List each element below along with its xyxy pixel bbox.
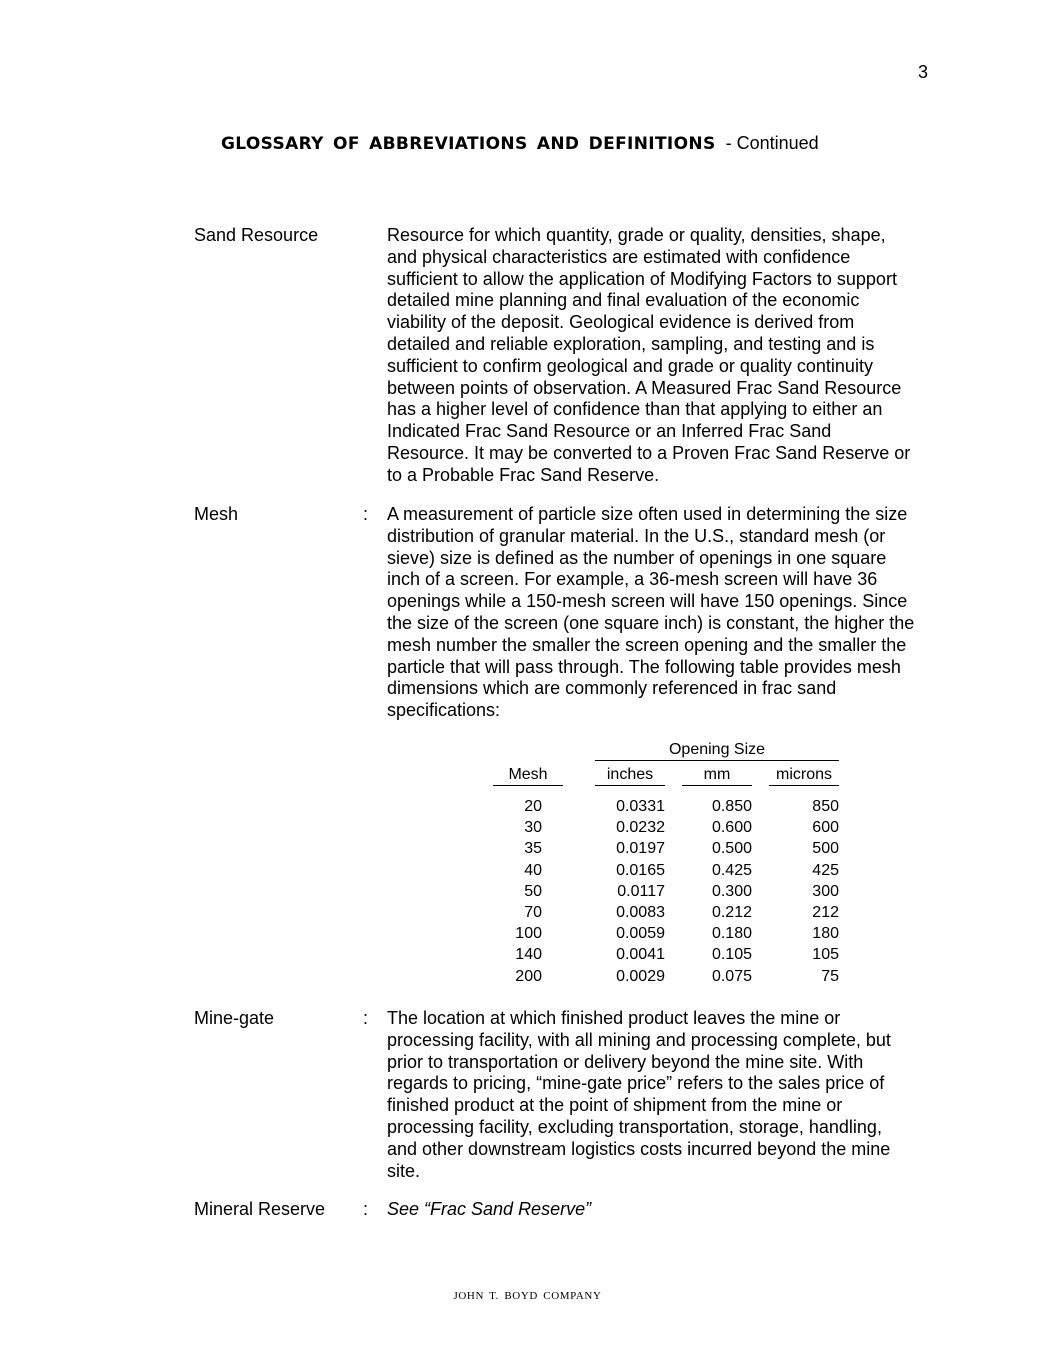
glossary-definition: [387, 504, 953, 722]
definition-line: the size of the screen (one square inch) is constant, the higher the: [387, 612, 915, 633]
table-row: [490, 946, 850, 967]
definition-line: dimensions which are commonly referenced in frac sand: [387, 678, 837, 699]
cell-mesh: 40: [524, 861, 542, 879]
column-rule-inches: [595, 785, 665, 786]
cell-mesh: 30: [524, 819, 542, 837]
column-header-inches: inches: [606, 766, 654, 783]
column-header-mesh: Mesh: [508, 766, 548, 783]
cell-mesh: 70: [524, 904, 542, 921]
cell-inches: 0.0117: [617, 882, 665, 900]
glossary-term: Sand Resource: [194, 225, 319, 245]
footer-company-name: JOHN T. BOYD COMPANY: [453, 1290, 602, 1302]
definition-line: sufficient to allow the application of Modifying Factors to support: [387, 268, 897, 289]
definition-line: to a Probable Frac Sand Reserve.: [387, 464, 660, 485]
definition-line: viability of the deposit. Geological evidence is derived from: [387, 312, 855, 333]
page-title: [221, 133, 819, 154]
definition-line: processing facility, with all mining and processing complete, but: [387, 1029, 891, 1050]
cell-mm: 0.212: [711, 904, 752, 921]
table-row: [490, 968, 850, 989]
cell-microns: 105: [812, 946, 839, 964]
glossary-term: Mineral Reserve: [194, 1199, 326, 1219]
cell-microns: 600: [812, 819, 839, 837]
definition-line: distribution of granular material. In the U.S., standard mesh (or: [387, 525, 886, 546]
cell-mm: 0.425: [711, 861, 752, 879]
table-row: [490, 904, 850, 925]
cell-mm: 0.105: [711, 946, 752, 964]
definition-line: mesh number the smaller the screen opening and the smaller the: [387, 634, 907, 655]
definition-line: A measurement of particle size often used in determining the size: [387, 504, 908, 524]
page-title-main: GLOSSARY OF ABBREVIATIONS AND DEFINITIONS: [221, 134, 716, 154]
opening-size-header: Opening Size: [668, 741, 766, 758]
glossary-entry-mesh: [194, 504, 954, 724]
cell-microns: 850: [812, 798, 839, 815]
definition-line: regards to pricing, “mine-gate price” refers to the sales price of: [387, 1073, 885, 1094]
cell-inches: 0.0331: [616, 798, 665, 815]
cell-mm: 0.500: [711, 840, 752, 858]
cell-microns: 300: [812, 882, 839, 900]
definition-line: detailed mine planning and final evaluation of the economic: [387, 290, 860, 311]
cell-microns: 212: [812, 904, 839, 921]
cell-mesh: 35: [524, 840, 542, 858]
cell-mm: 0.850: [711, 798, 752, 815]
cell-inches: 0.0041: [616, 946, 665, 964]
definition-line: Resource for which quantity, grade or quality, densities, shape,: [387, 225, 886, 245]
cell-mm: 0.075: [711, 967, 752, 985]
cell-microns: 500: [812, 840, 839, 858]
definition-line: inch of a screen. For example, a 36-mesh screen will have 36: [387, 569, 878, 590]
definition-line: sufficient to confirm geological and grade or quality continuity: [387, 355, 873, 376]
cell-inches: 0.0029: [616, 967, 665, 985]
definition-line: finished product at the point of shipment from the mine or: [387, 1095, 843, 1116]
page-title-continued: - Continued: [725, 133, 819, 153]
definition-line: detailed and reliable exploration, sampling, and testing and is: [387, 333, 875, 354]
cell-inches: 0.0059: [616, 925, 665, 943]
cell-mm: 0.300: [711, 882, 752, 900]
cell-mm: 0.180: [711, 925, 752, 943]
definition-line: has a higher level of confidence than that applying to either an: [387, 399, 883, 420]
cell-inches: 0.0083: [616, 904, 665, 921]
term-colon: :: [363, 1199, 369, 1219]
table-row: [490, 798, 850, 819]
column-header-microns: microns: [775, 766, 832, 783]
definition-line: processing facility, excluding transportation, storage, handling,: [387, 1116, 882, 1137]
glossary-term: Mesh: [194, 504, 239, 524]
cell-mesh: 50: [524, 882, 542, 900]
glossary-entry-mineral-reserve: [194, 1199, 954, 1223]
glossary-entry-mine-gate: [194, 1008, 954, 1184]
cell-mesh: 20: [524, 798, 542, 815]
column-rule-microns: [769, 785, 839, 786]
term-colon: :: [363, 504, 369, 524]
definition-line: The location at which finished product leaves the mine or: [387, 1008, 841, 1028]
definition-line: specifications:: [387, 700, 501, 721]
definition-line: and other downstream logistics costs incurred beyond the mine: [387, 1138, 891, 1159]
column-rule-mm: [682, 785, 752, 786]
cell-microns: 180: [812, 925, 839, 943]
cell-mesh: 140: [515, 946, 542, 964]
table-row: [490, 925, 850, 946]
cell-mesh: 200: [515, 967, 542, 985]
opening-size-rule: [595, 760, 839, 761]
definition-line: and physical characteristics are estimated with confidence: [387, 246, 851, 267]
page-number: 3: [918, 62, 929, 82]
definition-line: sieve) size is defined as the number of openings in one square: [387, 547, 887, 568]
cell-inches: 0.0165: [616, 861, 665, 879]
cell-inches: 0.0197: [616, 840, 665, 858]
term-colon: :: [363, 1008, 369, 1028]
cell-microns: 425: [812, 861, 839, 879]
definition-line: openings while a 150-mesh screen will have 150 openings. Since: [387, 591, 908, 612]
cell-mm: 0.600: [711, 819, 752, 837]
definition-line: Resource. It may be converted to a Proven Frac Sand Reserve or: [387, 442, 911, 463]
cell-mesh: 100: [515, 925, 542, 943]
mesh-size-table: [490, 738, 850, 998]
cell-microns: 75: [821, 967, 839, 985]
glossary-entry-sand-resource: [194, 225, 954, 489]
column-header-mm: mm: [703, 766, 731, 783]
glossary-definition: [387, 1008, 953, 1182]
cell-inches: 0.0232: [616, 819, 665, 837]
glossary-term: Mine-gate: [194, 1008, 275, 1028]
glossary-definition: [387, 225, 953, 487]
table-row: [490, 840, 850, 861]
column-rule-mesh: [493, 785, 563, 786]
table-row: [490, 819, 850, 840]
definition-line: Indicated Frac Sand Resource or an Inferred Frac Sand: [387, 421, 832, 442]
table-row: [490, 862, 850, 883]
definition-line: prior to transportation or delivery beyond the mine site. With: [387, 1051, 864, 1072]
definition-line: between points of observation. A Measured Frac Sand Resource: [387, 377, 902, 398]
table-row: [490, 883, 850, 904]
definition-line: site.: [387, 1160, 421, 1181]
definition-line: particle that will pass through. The following table provides mesh: [387, 656, 901, 677]
glossary-definition: See “Frac Sand Reserve”: [387, 1199, 592, 1219]
